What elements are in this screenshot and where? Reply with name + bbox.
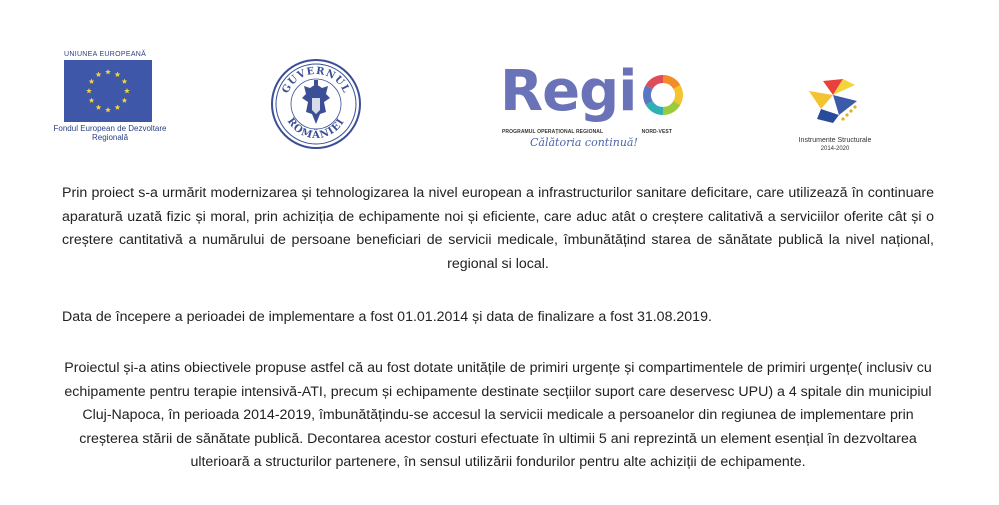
paragraph-project-purpose: Prin proiect s-a urmărit modernizarea și tehnologizarea la nivel european a infrastructurilor sanitare deficitare, care utilizează în continuare aparatură uzată fizic și moral, prin achiziția de echipamente noi și eficiente, care aduc atât o creștere calitativă a serviciilor oferite cât și o creștere cantitativă a numărului de persoane beneficiari de servicii medicale, îmbunătățind starea de sănătate publică la nivel național, regional si local. (62, 185, 934, 272)
instrumente-structurale-title: Instrumente Structurale (798, 137, 872, 144)
paragraph-project-objectives: Proiectul și-a atins obiectivele propuse astfel că au fost dotate unitățile de primiri urgențe și compartimentele de primiri urgențe( inclusiv cu echipamente pentru terapie intensivă-ATI, precum și echipamente destinate secțiilor suport care deservesc UPU) a 4 spitale din municipiul Cluj-Napoca, în perioada 2014-2019, îmbunătățindu-se accesul la servicii medicale a persoanelor din regiunea de implementare prin creșterea stării de sănătate publică. Decontarea acestor costuri efectuate în ultimii 5 ani reprezintă un element esențial în dezvoltarea ulterioară a structurilor partenere, în sensul utilizării fondurilor pentru alte achiziții de echipamente. (64, 360, 932, 471)
regio-wordmark: Regi (500, 59, 637, 124)
svg-text:ROMÂNIEI: ROMÂNIEI (284, 116, 348, 142)
regio-region-label: NORD-VEST (641, 129, 672, 135)
paragraph-implementation-period: Data de începere a perioadei de implementare a fost 01.01.2014 și data de finalizare a fost 31.08.2019. (62, 309, 712, 326)
eu-caption-bottom: Fondul European de Dezvoltare Regională (53, 124, 167, 142)
government-logo (270, 58, 362, 155)
instrumente-structurale-emblem-icon (803, 75, 867, 127)
eu-caption-top: UNIUNEA EUROPEANĂ (64, 51, 147, 58)
instrumente-structurale-logo (780, 75, 890, 153)
eu-flag-icon (64, 60, 152, 122)
instrumente-structurale-years: 2014-2020 (820, 146, 850, 152)
svg-text:GUVERNUL: GUVERNUL (280, 65, 352, 96)
regio-o-ring-icon (640, 72, 686, 118)
eu-logo (53, 50, 167, 142)
regio-tagline: Călătoria continuă! (530, 136, 638, 149)
regio-program-label: PROGRAMUL OPERAȚIONAL REGIONAL (502, 129, 604, 135)
regio-logo (498, 59, 698, 149)
government-seal-icon (270, 58, 362, 150)
